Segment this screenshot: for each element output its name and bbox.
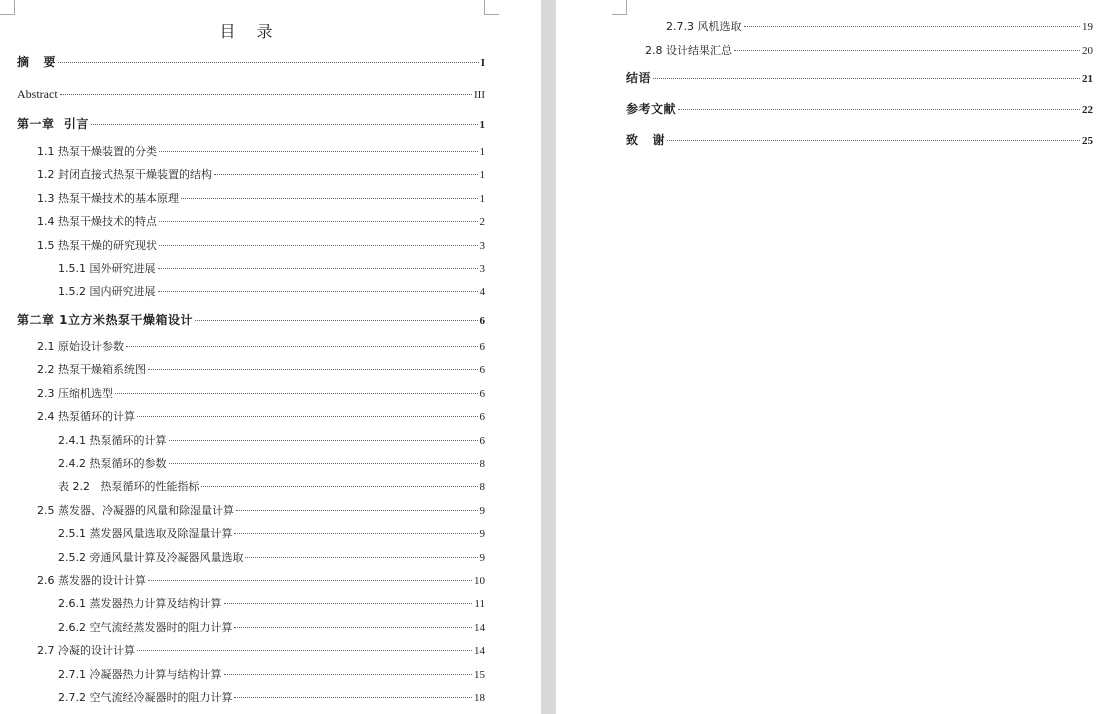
leader-dots: [158, 268, 478, 269]
toc-entry-label: 致 谢: [626, 133, 666, 147]
leader-dots: [137, 650, 472, 651]
leader-dots: [214, 174, 478, 175]
toc-entry-label: 2.3 压缩机选型: [37, 387, 113, 400]
leader-dots: [148, 369, 478, 370]
leader-dots: [169, 440, 478, 441]
toc-entry[interactable]: [37, 144, 485, 160]
toc-entry[interactable]: [58, 261, 485, 277]
leader-dots: [234, 697, 472, 698]
toc-entry-label: 2.8 设计结果汇总: [645, 44, 732, 57]
toc-entry[interactable]: [37, 409, 485, 425]
leader-dots: [224, 674, 473, 675]
toc-entry[interactable]: [58, 620, 485, 636]
toc-entry-label: 摘 要: [17, 55, 57, 69]
toc-entry[interactable]: [37, 167, 485, 183]
toc-entry-label: 2.6.2 空气流经蒸发器时的阻力计算: [58, 621, 233, 634]
toc-entry-page: 8: [479, 481, 485, 493]
toc-entry-label: 2.5.2 旁通风量计算及冷凝器风量选取: [58, 551, 244, 564]
leader-dots: [137, 416, 478, 417]
toc-entry[interactable]: [17, 54, 485, 70]
leader-dots: [169, 463, 478, 464]
toc-entry-label: 2.7.2 空气流经冷凝器时的阻力计算: [58, 691, 233, 704]
toc-entry[interactable]: [17, 116, 485, 132]
toc-entry-page: 25: [1082, 135, 1093, 147]
toc-entry[interactable]: [37, 573, 485, 589]
document-page-right: [556, 0, 1113, 714]
leader-dots: [126, 346, 478, 347]
toc-entry-page: 22: [1082, 104, 1093, 116]
toc-entry-label: 1.2 封闭直接式热泵干燥装置的结构: [37, 168, 212, 181]
toc-entry[interactable]: [37, 386, 485, 402]
toc-entry[interactable]: [37, 339, 485, 355]
toc-entry-label: 第二章 1立方米热泵干燥箱设计: [17, 313, 194, 327]
toc-entry-page: 1: [479, 169, 485, 181]
leader-dots: [224, 603, 473, 604]
page-corner-mark: [484, 0, 499, 15]
leader-dots: [58, 62, 479, 63]
toc-entry-label: Abstract: [17, 87, 58, 101]
leader-dots: [734, 50, 1080, 51]
toc-entry[interactable]: [58, 526, 485, 542]
toc-entry[interactable]: [58, 596, 485, 612]
toc-entry-label: 2.5.1 蒸发器风量选取及除湿量计算: [58, 527, 233, 540]
toc-entry[interactable]: [626, 101, 1093, 117]
toc-entry-label: 第一章 引言: [17, 117, 89, 131]
leader-dots: [159, 245, 478, 246]
toc-entry-page: 9: [479, 505, 485, 517]
toc-entry[interactable]: [37, 238, 485, 254]
toc-entry-page: 9: [479, 552, 485, 564]
leader-dots: [158, 291, 478, 292]
page-corner-mark: [612, 0, 627, 15]
page-corner-mark: [0, 0, 15, 15]
toc-entry-label: 结语: [626, 71, 652, 85]
leader-dots: [667, 140, 1080, 141]
toc-entry-label: 1.4 热泵干燥技术的特点: [37, 215, 157, 228]
toc-entry-page: 18: [474, 692, 485, 704]
leader-dots: [236, 510, 478, 511]
toc-entry-page: I: [480, 57, 485, 69]
leader-dots: [181, 198, 478, 199]
toc-entry-label: 1.5.2 国内研究进展: [58, 285, 156, 298]
toc-entry-label: 表 2.2 热泵循环的性能指标: [58, 480, 200, 493]
toc-entry[interactable]: [58, 550, 485, 566]
leader-dots: [234, 533, 477, 534]
toc-entry-page: 6: [479, 364, 485, 376]
toc-entry-label: 1.5 热泵干燥的研究现状: [37, 239, 157, 252]
toc-entry-page: 1: [479, 193, 485, 205]
toc-entry-label: 2.6.1 蒸发器热力计算及结构计算: [58, 597, 222, 610]
toc-entry[interactable]: [37, 214, 485, 230]
toc-entry-page: 20: [1082, 45, 1093, 57]
toc-entry-label: 2.2 热泵干燥箱系统图: [37, 363, 146, 376]
leader-dots: [159, 151, 478, 152]
toc-entry[interactable]: [58, 667, 485, 683]
leader-dots: [201, 486, 477, 487]
toc-entry[interactable]: [626, 70, 1093, 86]
leader-dots: [195, 320, 477, 321]
toc-entry-page: 1: [479, 119, 485, 131]
toc-entry[interactable]: [17, 86, 485, 102]
toc-entry-label: 2.1 原始设计参数: [37, 340, 124, 353]
toc-entry-page: 6: [479, 341, 485, 353]
leader-dots: [91, 124, 478, 125]
toc-entry[interactable]: [58, 456, 485, 472]
toc-entry-label: 2.5 蒸发器、冷凝器的风量和除湿量计算: [37, 504, 234, 517]
toc-entry[interactable]: [645, 43, 1093, 59]
toc-entry-page: 3: [479, 263, 485, 275]
toc-entry-page: 21: [1082, 73, 1093, 85]
toc-entry[interactable]: [58, 690, 485, 706]
leader-dots: [678, 109, 1080, 110]
toc-entry-label: 1.5.1 国外研究进展: [58, 262, 156, 275]
toc-entry-label: 2.7.3 风机选取: [666, 20, 742, 33]
toc-entry[interactable]: [37, 503, 485, 519]
toc-entry[interactable]: [58, 479, 485, 495]
toc-entry-label: 2.4.1 热泵循环的计算: [58, 434, 167, 447]
toc-entry[interactable]: [37, 362, 485, 378]
toc-title: 目 录: [219, 22, 281, 41]
toc-entry-page: 14: [474, 622, 485, 634]
toc-entry[interactable]: [666, 19, 1093, 35]
toc-entry-label: 2.7.1 冷凝器热力计算与结构计算: [58, 668, 222, 681]
document-page-left: [0, 0, 541, 714]
toc-entry-page: 6: [479, 411, 485, 423]
leader-dots: [115, 393, 478, 394]
toc-entry-page: III: [474, 89, 485, 101]
leader-dots: [148, 580, 472, 581]
toc-entry-page: 19: [1082, 21, 1093, 33]
leader-dots: [245, 557, 477, 558]
toc-entry-page: 9: [479, 528, 485, 540]
toc-entry-page: 3: [479, 240, 485, 252]
toc-entry-label: 1.3 热泵干燥技术的基本原理: [37, 192, 179, 205]
toc-entry-page: 11: [474, 598, 485, 610]
toc-entry[interactable]: [58, 284, 485, 300]
toc-entry[interactable]: [626, 132, 1093, 148]
toc-entry-page: 1: [479, 146, 485, 158]
leader-dots: [234, 627, 472, 628]
toc-entry-label: 2.4 热泵循环的计算: [37, 410, 135, 423]
toc-entry-page: 14: [474, 645, 485, 657]
toc-entry-page: 2: [479, 216, 485, 228]
toc-entry-page: 10: [474, 575, 485, 587]
toc-entry[interactable]: [37, 191, 485, 207]
leader-dots: [744, 26, 1081, 27]
toc-entry-page: 6: [479, 388, 485, 400]
toc-entry-label: 2.4.2 热泵循环的参数: [58, 457, 167, 470]
toc-entry-label: 1.1 热泵干燥装置的分类: [37, 145, 157, 158]
leader-dots: [60, 94, 472, 95]
toc-entry-page: 6: [479, 315, 485, 327]
toc-entry-page: 4: [479, 286, 485, 298]
toc-entry-page: 6: [479, 435, 485, 447]
toc-entry-page: 8: [479, 458, 485, 470]
toc-entry[interactable]: [37, 643, 485, 659]
toc-entry-label: 参考文献: [626, 102, 677, 116]
leader-dots: [653, 78, 1080, 79]
toc-entry-page: 15: [474, 669, 485, 681]
toc-entry[interactable]: [17, 312, 485, 328]
leader-dots: [159, 221, 478, 222]
toc-entry[interactable]: [58, 433, 485, 449]
toc-entry-label: 2.6 蒸发器的设计计算: [37, 574, 146, 587]
toc-entry-label: 2.7 冷凝的设计计算: [37, 644, 135, 657]
